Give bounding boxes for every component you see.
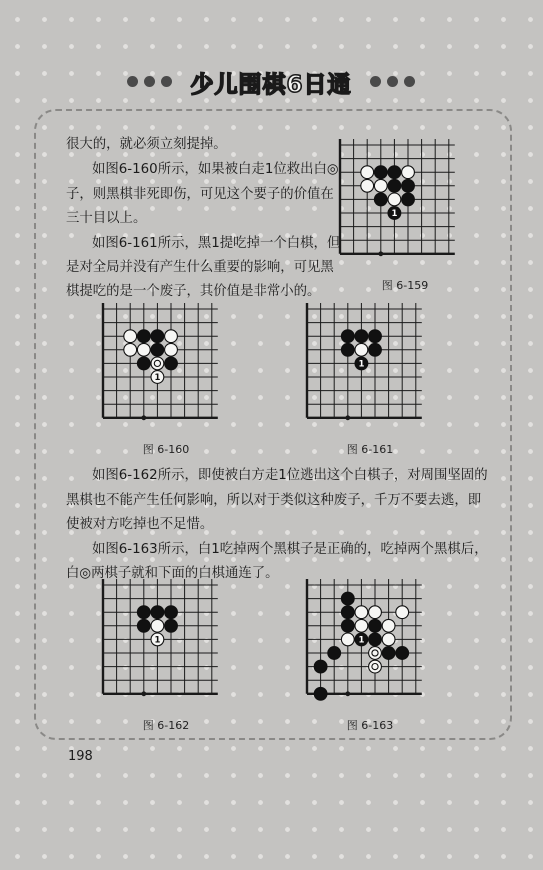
move-number: 1 (391, 209, 398, 220)
black-stone (382, 647, 395, 660)
black-stone (369, 343, 382, 356)
white-stone (382, 633, 395, 646)
figure-caption: 图 6-159 (381, 279, 429, 292)
star-point (378, 251, 383, 256)
paragraph-line: 如图6-162所示，即使被白方走1位逃出这个白棋子，对周围坚固的 (92, 468, 488, 483)
decor-dot-icon (144, 76, 155, 87)
chapter-header (0, 60, 543, 104)
black-stone (151, 343, 164, 356)
black-stone (328, 647, 341, 660)
paragraph-line: 是对全局并没有产生什么重要的影响，可见黑 (66, 260, 334, 275)
page-number: 198 (68, 749, 93, 764)
black-stone (402, 193, 415, 206)
black-stone (165, 606, 178, 619)
white-stone (361, 166, 374, 179)
white-stone (151, 619, 164, 632)
black-stone (341, 330, 354, 343)
black-stone (137, 606, 150, 619)
go-diagram-159 (336, 139, 471, 270)
move-number: 1 (358, 635, 365, 646)
white-stone (137, 343, 150, 356)
black-stone (341, 343, 354, 356)
move-number: 1 (154, 635, 161, 646)
black-stone (374, 166, 387, 179)
paragraph-line: 很大的，就必须立刻提掉。 (66, 137, 227, 152)
black-stone (369, 633, 382, 646)
decor-dot-icon (127, 76, 138, 87)
black-stone (369, 619, 382, 632)
black-stone (374, 193, 387, 206)
white-stone (341, 633, 354, 646)
white-stone (369, 660, 382, 673)
white-stone (369, 606, 382, 619)
star-point (141, 415, 146, 420)
star-point (141, 691, 146, 696)
paragraph-line: 棋提吃的是一个废子，其价值是非常小的。 (66, 284, 321, 299)
white-stone (124, 330, 137, 343)
white-stone (165, 343, 178, 356)
black-stone (151, 606, 164, 619)
white-stone (355, 343, 368, 356)
black-stone (341, 592, 354, 605)
decor-dot-icon (161, 76, 172, 87)
paragraph-line: 黑棋也不能产生任何影响，所以对于类似这种废子，千万不要去逃，即 (66, 493, 482, 508)
white-stone (165, 330, 178, 343)
paragraph-line: 白◎两棋子就和下面的白棋通连了。 (66, 566, 279, 581)
black-stone (137, 357, 150, 370)
figure-caption: 图 6-162 (142, 719, 190, 732)
black-stone (165, 619, 178, 632)
paragraph-line: 如图6-163所示，白1吃掉两个黑棋子是正确的，吃掉两个黑棋后， (92, 542, 488, 557)
star-point (345, 415, 350, 420)
black-stone (314, 660, 327, 673)
black-stone (137, 330, 150, 343)
go-diagram-161 (303, 303, 438, 434)
white-stone (369, 647, 382, 660)
white-stone (388, 193, 401, 206)
decor-dot-icon (387, 76, 398, 87)
black-stone (314, 687, 327, 700)
white-stone (396, 606, 409, 619)
paragraph-line: 如图6-160所示，如果被白走1位救出白◎ (92, 162, 339, 177)
move-number: 1 (154, 373, 161, 384)
go-diagram-162 (99, 579, 234, 710)
figure-caption: 图 6-161 (346, 443, 394, 456)
paragraph-line: 如图6-161所示，黑1提吃掉一个白棋，但 (92, 236, 341, 251)
black-stone (388, 166, 401, 179)
black-stone (355, 330, 368, 343)
black-stone (369, 330, 382, 343)
white-stone (361, 179, 374, 192)
white-stone (374, 179, 387, 192)
move-number: 1 (358, 359, 365, 370)
decor-dot-icon (370, 76, 381, 87)
paragraph-line: 三十目以上。 (66, 211, 147, 226)
black-stone (388, 179, 401, 192)
white-stone (124, 343, 137, 356)
go-diagram-160 (99, 303, 234, 434)
white-stone (355, 606, 368, 619)
black-stone (396, 647, 409, 660)
black-stone (165, 357, 178, 370)
figure-caption: 图 6-160 (142, 443, 190, 456)
go-diagram-163 (303, 579, 438, 710)
figure-caption: 图 6-163 (346, 719, 394, 732)
black-stone (341, 619, 354, 632)
paragraph-line: 子，则黑棋非死即伤，可见这个要子的价值在 (66, 187, 334, 202)
book-title: 少儿围棋6日通 (190, 71, 352, 98)
decor-dot-icon (404, 76, 415, 87)
white-stone (382, 619, 395, 632)
black-stone (151, 330, 164, 343)
black-stone (402, 179, 415, 192)
paragraph-line: 使被对方吃掉也不足惜。 (66, 517, 214, 532)
white-stone (355, 619, 368, 632)
white-stone (151, 357, 164, 370)
white-stone (402, 166, 415, 179)
black-stone (341, 606, 354, 619)
black-stone (137, 619, 150, 632)
star-point (345, 691, 350, 696)
